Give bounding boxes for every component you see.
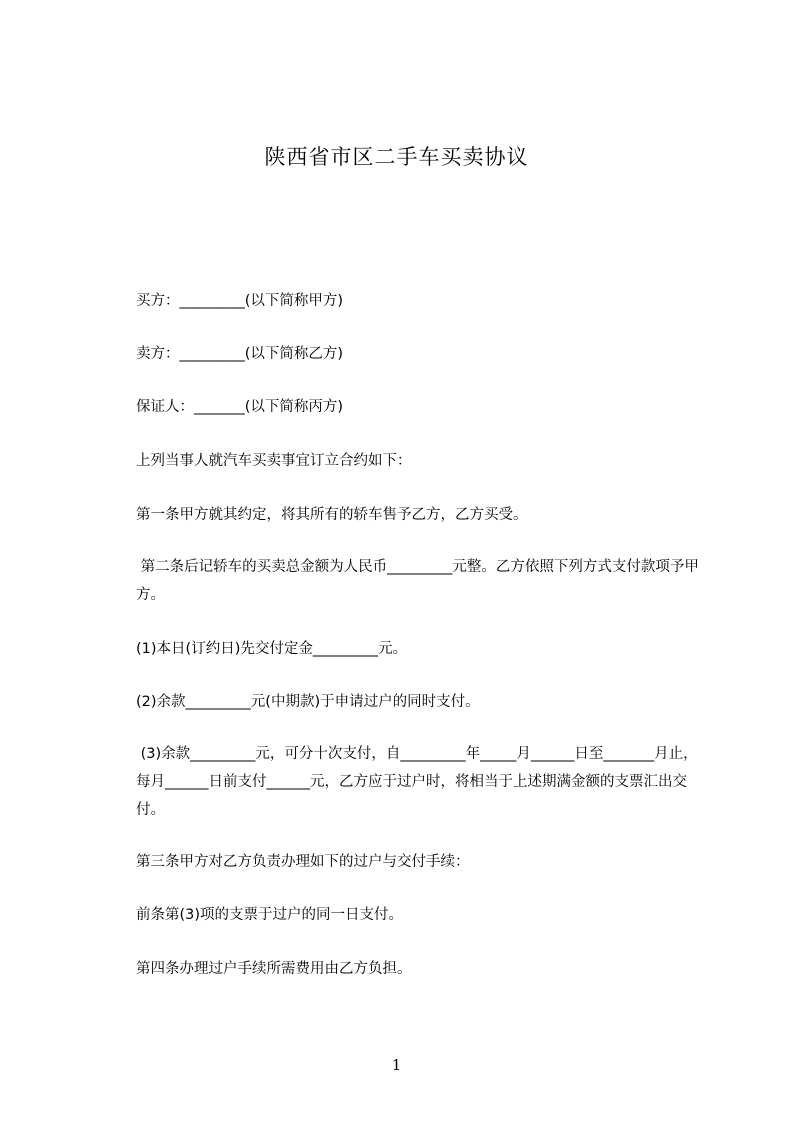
article-4-paragraph: 第四条办理过户手续所需费用由乙方负担。 bbox=[136, 961, 412, 977]
guarantor-line: 保证人：_______(以下简称丙方) bbox=[136, 399, 344, 415]
article-3-detail: 前条第(3)项的支票于过户的同一日支付。 bbox=[136, 907, 404, 923]
buyer-line: 买方：_________(以下简称甲方) bbox=[136, 293, 344, 309]
article-1-paragraph: 第一条甲方就其约定，将其所有的轿车售予乙方，乙方买受。 bbox=[136, 507, 528, 523]
page-number: 1 bbox=[391, 1056, 402, 1074]
payment-item-1: (1)本日(订约日)先交付定金_________元。 bbox=[136, 641, 408, 657]
article-2-paragraph: 第二条后记轿车的买卖总金额为人民币_________元整。乙方依照下列方式支付款项予甲方。 bbox=[136, 559, 699, 603]
preamble-paragraph: 上列当事人就汽车买卖事宜订立合约如下： bbox=[136, 453, 412, 469]
article-3-paragraph: 第三条甲方对乙方负责办理如下的过户与交付手续： bbox=[136, 854, 470, 870]
payment-item-2: (2)余款_________元(中期款)于申请过户的同时支付。 bbox=[136, 694, 480, 710]
seller-line: 卖方：_________(以下简称乙方) bbox=[136, 346, 344, 362]
document-title: 陕西省市区二手车买卖协议 bbox=[264, 145, 529, 169]
payment-item-3: (3)余款_________元，可分十次支付，自_________年_____月______日至_______月止，每月______日前支付______元，乙方应于过户时，将相当于上述期满金额的支票汇出交付。 bbox=[136, 746, 698, 818]
